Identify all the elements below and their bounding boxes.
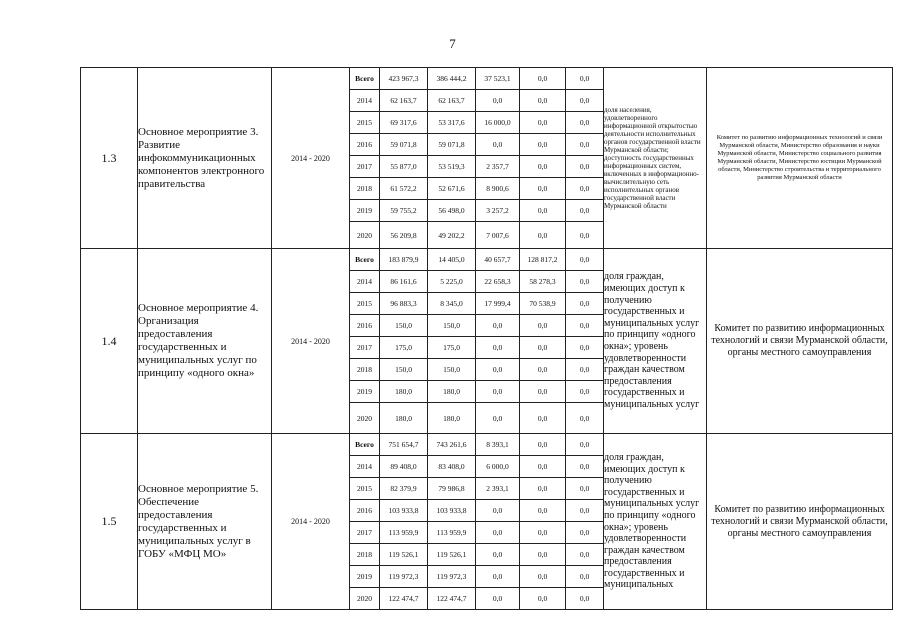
amount-cell: 52 671,6	[428, 178, 476, 200]
amount-cell: 0,0	[520, 588, 566, 610]
amount-cell: 59 071,8	[428, 134, 476, 156]
amount-cell: 0,0	[520, 403, 566, 434]
year-cell: 2014	[350, 456, 380, 478]
amount-cell: 83 408,0	[428, 456, 476, 478]
amount-cell: 0,0	[566, 222, 604, 249]
amount-cell: 180,0	[428, 403, 476, 434]
amount-cell: 0,0	[566, 315, 604, 337]
amount-cell: 0,0	[476, 544, 520, 566]
amount-cell: 0,0	[520, 434, 566, 456]
activity-period: 2014 - 2020	[272, 434, 350, 610]
amount-cell: 0,0	[566, 403, 604, 434]
amount-cell: 59 755,2	[380, 200, 428, 222]
year-cell: 2016	[350, 500, 380, 522]
amount-cell: 16 000,0	[476, 112, 520, 134]
amount-cell: 180,0	[428, 381, 476, 403]
year-cell: 2019	[350, 200, 380, 222]
amount-cell: 69 317,6	[380, 112, 428, 134]
amount-cell: 17 999,4	[476, 293, 520, 315]
amount-cell: 0,0	[476, 315, 520, 337]
amount-cell: 0,0	[520, 112, 566, 134]
amount-cell: 0,0	[520, 90, 566, 112]
year-cell: 2017	[350, 156, 380, 178]
amount-cell: 150,0	[380, 315, 428, 337]
amount-cell: 122 474,7	[380, 588, 428, 610]
activity-name: Основное мероприятие 3. Развитие инфокоммуникационных компонентов электронного правительства	[138, 68, 272, 249]
amount-cell: 0,0	[520, 522, 566, 544]
amount-cell: 751 654,7	[380, 434, 428, 456]
amount-cell: 0,0	[476, 588, 520, 610]
amount-cell: 180,0	[380, 403, 428, 434]
indicator-text: доля граждан, имеющих доступ к получению государственных и муниципальных услуг по принципу «одного окна»; уровень удовлетворенности граждан качеством предоставления государственных и муниципальных	[604, 434, 707, 610]
amount-cell: 113 959,9	[380, 522, 428, 544]
amount-cell: 0,0	[566, 456, 604, 478]
amount-cell: 0,0	[520, 200, 566, 222]
program-table	[80, 67, 893, 610]
year-cell: Всего	[350, 249, 380, 271]
amount-cell: 0,0	[520, 478, 566, 500]
amount-cell: 61 572,2	[380, 178, 428, 200]
amount-cell: 0,0	[566, 112, 604, 134]
amount-cell: 0,0	[566, 178, 604, 200]
amount-cell: 0,0	[566, 249, 604, 271]
activity-period: 2014 - 2020	[272, 249, 350, 434]
amount-cell: 7 007,6	[476, 222, 520, 249]
amount-cell: 37 523,1	[476, 68, 520, 90]
amount-cell: 40 657,7	[476, 249, 520, 271]
table-row	[81, 249, 893, 271]
year-cell: 2018	[350, 359, 380, 381]
amount-cell: 0,0	[520, 359, 566, 381]
program-table-body	[81, 68, 893, 610]
amount-cell: 62 163,7	[380, 90, 428, 112]
amount-cell: 0,0	[566, 293, 604, 315]
amount-cell: 6 000,0	[476, 456, 520, 478]
amount-cell: 0,0	[566, 544, 604, 566]
amount-cell: 82 379,9	[380, 478, 428, 500]
amount-cell: 0,0	[520, 68, 566, 90]
year-cell: 2020	[350, 588, 380, 610]
amount-cell: 423 967,3	[380, 68, 428, 90]
amount-cell: 180,0	[380, 381, 428, 403]
year-cell: 2019	[350, 566, 380, 588]
section-number: 1.4	[81, 249, 138, 434]
amount-cell: 53 317,6	[428, 112, 476, 134]
amount-cell: 0,0	[566, 566, 604, 588]
section-number: 1.5	[81, 434, 138, 610]
amount-cell: 14 405,0	[428, 249, 476, 271]
year-cell: Всего	[350, 68, 380, 90]
amount-cell: 0,0	[566, 200, 604, 222]
amount-cell: 128 817,2	[520, 249, 566, 271]
amount-cell: 119 526,1	[428, 544, 476, 566]
amount-cell: 0,0	[520, 544, 566, 566]
year-cell: 2015	[350, 478, 380, 500]
amount-cell: 0,0	[566, 588, 604, 610]
year-cell: 2016	[350, 134, 380, 156]
amount-cell: 0,0	[476, 403, 520, 434]
amount-cell: 49 202,2	[428, 222, 476, 249]
amount-cell: 0,0	[520, 134, 566, 156]
year-cell: Всего	[350, 434, 380, 456]
amount-cell: 0,0	[520, 222, 566, 249]
section-number: 1.3	[81, 68, 138, 249]
amount-cell: 0,0	[476, 500, 520, 522]
amount-cell: 743 261,6	[428, 434, 476, 456]
amount-cell: 8 345,0	[428, 293, 476, 315]
amount-cell: 0,0	[476, 381, 520, 403]
executor-text: Комитет по развитию информационных технологий и связи Мурманской области, Министерство образования и науки Мурманской области, Министерство социального развития Мурманской области, Министерство юстиции Мурманской области, Министерство строительства и территориального развития Мурманской области	[707, 68, 893, 249]
amount-cell: 5 225,0	[428, 271, 476, 293]
executor-text: Комитет по развитию информационных технологий и связи Мурманской области, органы местного самоуправления	[707, 249, 893, 434]
amount-cell: 0,0	[566, 381, 604, 403]
amount-cell: 59 071,8	[380, 134, 428, 156]
amount-cell: 0,0	[520, 381, 566, 403]
amount-cell: 0,0	[566, 522, 604, 544]
amount-cell: 150,0	[428, 359, 476, 381]
indicator-text: доля населения, удовлетворенного информационной открытостью деятельности исполнительных органов государственной власти Мурманской области; доступность государственных информационных систем, включенных в информационно-вычислительную сеть исполнительных органов государственной власти Мурманской области	[604, 68, 707, 249]
amount-cell: 175,0	[428, 337, 476, 359]
amount-cell: 0,0	[566, 156, 604, 178]
amount-cell: 0,0	[566, 434, 604, 456]
amount-cell: 0,0	[476, 90, 520, 112]
amount-cell: 0,0	[520, 178, 566, 200]
amount-cell: 103 933,8	[428, 500, 476, 522]
amount-cell: 175,0	[380, 337, 428, 359]
indicator-text: доля граждан, имеющих доступ к получению государственных и муниципальных услуг по принципу «одного окна»; уровень удовлетворенности граждан качеством предоставления государственных и муниципальных услуг	[604, 249, 707, 434]
amount-cell: 0,0	[476, 134, 520, 156]
amount-cell: 183 879,9	[380, 249, 428, 271]
year-cell: 2017	[350, 337, 380, 359]
amount-cell: 0,0	[520, 315, 566, 337]
table-row	[81, 68, 893, 90]
amount-cell: 113 959,9	[428, 522, 476, 544]
amount-cell: 0,0	[566, 337, 604, 359]
year-cell: 2018	[350, 178, 380, 200]
amount-cell: 0,0	[566, 68, 604, 90]
amount-cell: 55 877,0	[380, 156, 428, 178]
amount-cell: 2 393,1	[476, 478, 520, 500]
amount-cell: 0,0	[476, 359, 520, 381]
year-cell: 2015	[350, 293, 380, 315]
amount-cell: 8 900,6	[476, 178, 520, 200]
amount-cell: 22 658,3	[476, 271, 520, 293]
activity-name: Основное мероприятие 4. Организация предоставления государственных и муниципальных услуг по принципу «одного окна»	[138, 249, 272, 434]
amount-cell: 0,0	[566, 90, 604, 112]
amount-cell: 56 209,8	[380, 222, 428, 249]
year-cell: 2020	[350, 222, 380, 249]
amount-cell: 0,0	[476, 566, 520, 588]
amount-cell: 386 444,2	[428, 68, 476, 90]
amount-cell: 122 474,7	[428, 588, 476, 610]
amount-cell: 62 163,7	[428, 90, 476, 112]
year-cell: 2014	[350, 271, 380, 293]
year-cell: 2018	[350, 544, 380, 566]
amount-cell: 0,0	[476, 337, 520, 359]
activity-name: Основное мероприятие 5. Обеспечение предоставления государственных и муниципальных услуг в ГОБУ «МФЦ МО»	[138, 434, 272, 610]
amount-cell: 53 519,3	[428, 156, 476, 178]
amount-cell: 0,0	[520, 456, 566, 478]
amount-cell: 0,0	[566, 500, 604, 522]
amount-cell: 0,0	[566, 134, 604, 156]
amount-cell: 70 538,9	[520, 293, 566, 315]
amount-cell: 0,0	[476, 522, 520, 544]
amount-cell: 0,0	[520, 566, 566, 588]
year-cell: 2015	[350, 112, 380, 134]
amount-cell: 79 986,8	[428, 478, 476, 500]
amount-cell: 0,0	[520, 500, 566, 522]
amount-cell: 8 393,1	[476, 434, 520, 456]
amount-cell: 119 972,3	[428, 566, 476, 588]
table-row	[81, 434, 893, 456]
year-cell: 2020	[350, 403, 380, 434]
amount-cell: 0,0	[566, 478, 604, 500]
amount-cell: 3 257,2	[476, 200, 520, 222]
amount-cell: 119 526,1	[380, 544, 428, 566]
amount-cell: 0,0	[566, 271, 604, 293]
amount-cell: 150,0	[428, 315, 476, 337]
amount-cell: 119 972,3	[380, 566, 428, 588]
executor-text: Комитет по развитию информационных технологий и связи Мурманской области, органы местного самоуправления	[707, 434, 893, 610]
amount-cell: 0,0	[520, 337, 566, 359]
amount-cell: 58 278,3	[520, 271, 566, 293]
amount-cell: 2 357,7	[476, 156, 520, 178]
year-cell: 2014	[350, 90, 380, 112]
amount-cell: 103 933,8	[380, 500, 428, 522]
year-cell: 2017	[350, 522, 380, 544]
amount-cell: 96 883,3	[380, 293, 428, 315]
amount-cell: 56 498,0	[428, 200, 476, 222]
amount-cell: 0,0	[566, 359, 604, 381]
activity-period: 2014 - 2020	[272, 68, 350, 249]
amount-cell: 89 408,0	[380, 456, 428, 478]
amount-cell: 150,0	[380, 359, 428, 381]
year-cell: 2016	[350, 315, 380, 337]
amount-cell: 0,0	[520, 156, 566, 178]
year-cell: 2019	[350, 381, 380, 403]
amount-cell: 86 161,6	[380, 271, 428, 293]
page-number: 7	[449, 36, 456, 51]
